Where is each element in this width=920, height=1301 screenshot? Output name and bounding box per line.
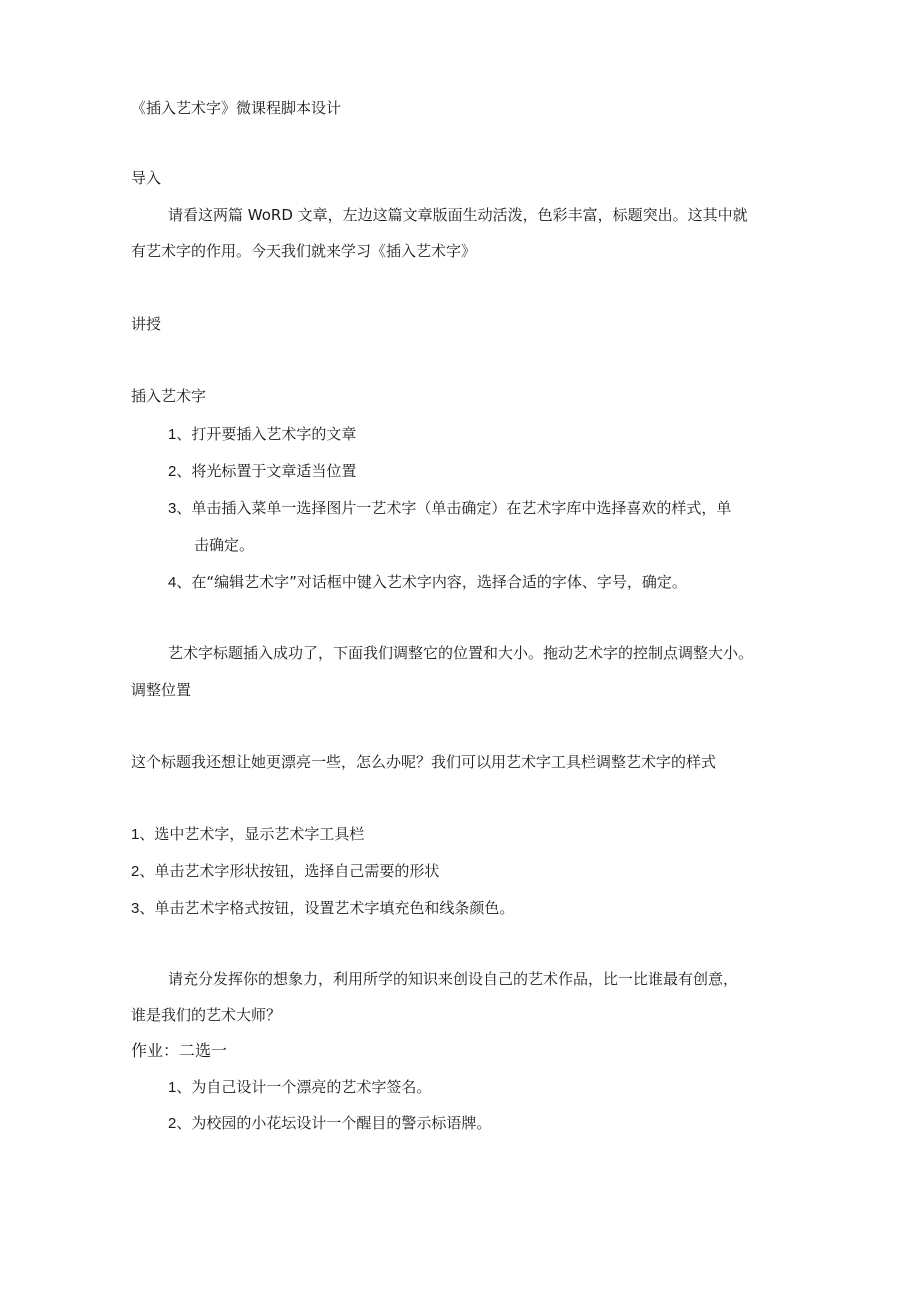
creative-paragraph-line-1: 请充分发挥你的想象力，利用所学的知识来创设自己的艺术作品，比一比谁最有创意， bbox=[168, 970, 739, 988]
list-item: 1、选中艺术字，显示艺术字工具栏 bbox=[131, 825, 365, 843]
list-item: 1、打开要插入艺术字的文章 bbox=[168, 425, 357, 443]
section-heading-intro: 导入 bbox=[131, 169, 162, 187]
list-item: 2、单击艺术字形状按钮，选择自己需要的形状 bbox=[131, 862, 440, 880]
document-title: 《插入艺术字》微课程脚本设计 bbox=[131, 99, 342, 117]
creative-paragraph-line-2: 谁是我们的艺术大师？ bbox=[131, 1006, 282, 1024]
subheading-insert-wordart: 插入艺术字 bbox=[131, 387, 207, 405]
list-item-continuation: 击确定。 bbox=[194, 536, 255, 554]
list-item: 2、为校园的小花坛设计一个醒目的警示标语牌。 bbox=[168, 1114, 492, 1132]
beautify-paragraph: 这个标题我还想让她更漂亮一些，怎么办呢？我们可以用艺术字工具栏调整艺术字的样式 bbox=[131, 753, 717, 771]
intro-paragraph-line-1: 请看这两篇 WoRD 文章，左边这篇文章版面生动活泼，色彩丰富，标题突出。这其中就 bbox=[168, 206, 748, 224]
section-heading-homework: 作业：二选一 bbox=[131, 1041, 228, 1060]
list-item: 4、在“编辑艺术字”对话框中键入艺术字内容，选择合适的字体、字号，确定。 bbox=[168, 573, 687, 591]
section-heading-lecture: 讲授 bbox=[131, 315, 162, 333]
list-item: 3、单击插入菜单一选择图片一艺术字（单击确定）在艺术字库中选择喜欢的样式，单 bbox=[168, 499, 732, 517]
list-item: 1、为自己设计一个漂亮的艺术字签名。 bbox=[168, 1078, 432, 1096]
list-item: 2、将光标置于文章适当位置 bbox=[168, 462, 357, 480]
adjust-paragraph-line-1: 艺术字标题插入成功了，下面我们调整它的位置和大小。拖动艺术字的控制点调整大小。 bbox=[168, 644, 754, 662]
adjust-paragraph-line-2: 调整位置 bbox=[131, 681, 192, 699]
list-item: 3、单击艺术字格式按钮，设置艺术字填充色和线条颜色。 bbox=[131, 899, 515, 917]
intro-paragraph-line-2: 有艺术字的作用。今天我们就来学习《插入艺术字》 bbox=[131, 242, 477, 260]
